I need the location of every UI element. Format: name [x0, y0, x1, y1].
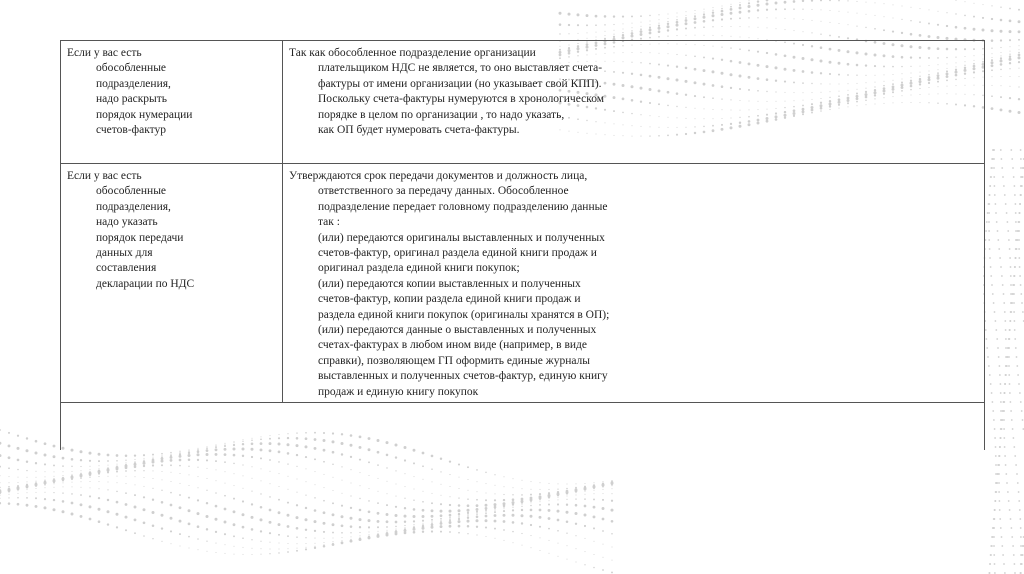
text-line: подразделение передает головному подразделению данные — [318, 200, 608, 213]
row1-question-cell — [61, 41, 283, 164]
text-line: подразделения, — [96, 200, 171, 213]
text-line: декларации по НДС — [96, 277, 195, 290]
text-line: подразделения, — [96, 77, 171, 90]
text-line: счетах-фактурах в любом ином виде (например, в виде — [318, 339, 588, 352]
text-line: выставленных и полученных счетов-фактур, единую книгу — [318, 370, 608, 383]
text-line: плательщиком НДС не является, то оно выставляет счета- — [318, 62, 603, 75]
info-table — [60, 40, 985, 450]
text-line: справки), позволяющем ГП оформить единые журналы — [318, 354, 591, 367]
row2-question-cell — [61, 164, 283, 403]
text-line: фактуры от имени организации (но указывает свой КПП). — [318, 77, 602, 90]
table-row — [61, 164, 985, 403]
text-line: ответственного за передачу данных. Обособленное — [318, 185, 569, 198]
text-line: оригинал раздела единой книги покупок; — [318, 262, 520, 275]
row2-answer-cell — [283, 164, 985, 403]
text-line: составления — [96, 262, 157, 275]
text-line: продаж и единую книгу покупок — [318, 385, 479, 398]
text-line: порядке в целом по организации , то надо указать, — [318, 108, 565, 121]
text-line: (или) передаются данные о выставленных и полученных — [318, 324, 597, 337]
empty-row-cell — [61, 403, 985, 451]
text-line: счетов-фактур — [96, 124, 167, 137]
text-line: раздела единой книги покупок (оригиналы хранятся в ОП); — [318, 308, 610, 321]
text-line: счетов-фактур, копии раздела единой книги продаж и — [318, 293, 581, 306]
text-line: так : — [318, 216, 340, 229]
text-line: Так как обособленное подразделение организации — [289, 47, 536, 59]
text-line: надо раскрыть — [96, 93, 168, 106]
text-line: порядок нумерации — [96, 108, 193, 121]
text-line: обособленные — [96, 185, 167, 198]
text-line: Утверждаются срок передачи документов и должность лица, — [289, 170, 588, 182]
table-row — [61, 403, 985, 451]
text-line: (или) передаются оригиналы выставленных и полученных — [318, 231, 605, 244]
text-line: Если у вас есть — [67, 47, 142, 59]
text-line: Поскольку счета-фактуры нумеруются в хронологическом — [318, 93, 605, 106]
row1-answer-cell — [283, 41, 985, 164]
text-line: обособленные — [96, 62, 167, 75]
text-line: (или) передаются копии выставленных и полученных — [318, 277, 581, 290]
text-line: как ОП будет нумеровать счета-фактуры. — [318, 124, 520, 137]
text-line: порядок передачи — [96, 231, 184, 244]
text-line: Если у вас есть — [67, 170, 142, 182]
text-line: данных для — [96, 247, 153, 260]
text-line: счетов-фактур, оригинал раздела единой книги продаж и — [318, 247, 597, 260]
table-row — [61, 41, 985, 164]
text-line: надо указать — [96, 216, 158, 229]
